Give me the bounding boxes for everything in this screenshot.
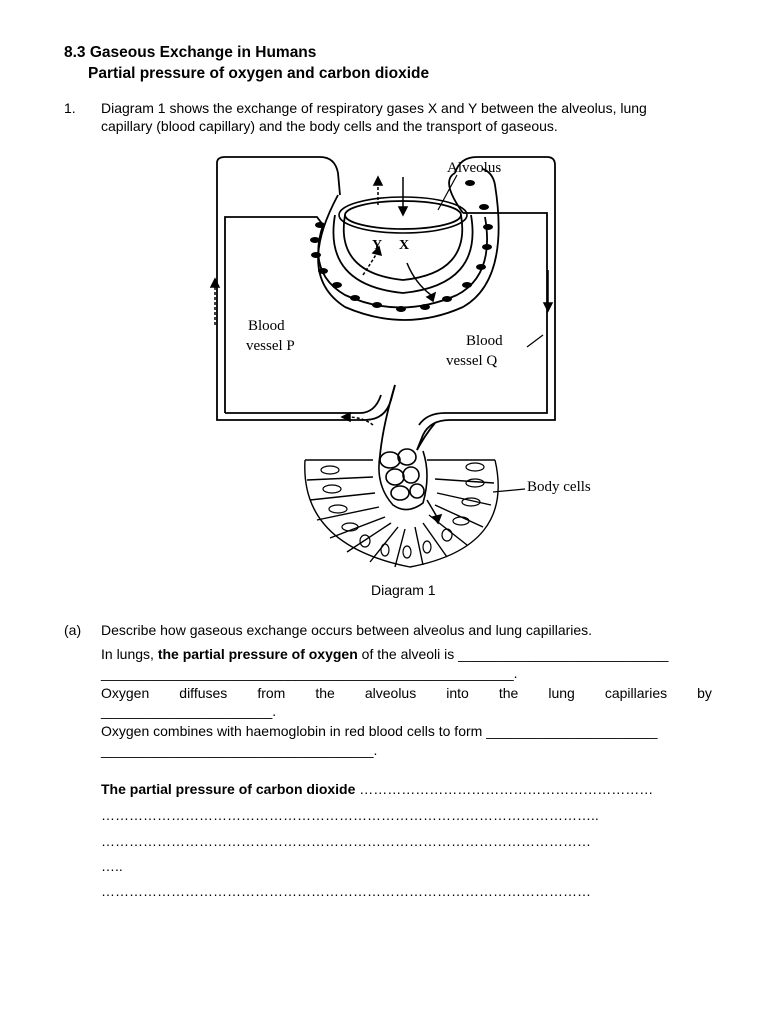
answer-line-co2	[101, 781, 653, 797]
co2-dots: ………………………………………………………	[355, 781, 654, 797]
label-blood-vessel-q-2: vessel Q	[446, 353, 498, 369]
line3-word: diffuses	[179, 685, 228, 701]
question-text-line2: capillary (blood capillary) and the body cells and the transport of gaseous.	[101, 118, 558, 134]
section-heading: 8.3 Gaseous Exchange in Humans	[64, 44, 317, 61]
answer-line-5: Oxygen combines with haemoglobin in red blood cells to form ______________________	[101, 723, 658, 739]
answer-line-2: _____________________________________________________.	[101, 665, 518, 681]
dotted-line-4: ……………………………………………………………………………………………	[101, 883, 591, 899]
line1-bold: the partial pressure of oxygen	[157, 646, 358, 662]
line3-word: by	[697, 685, 712, 701]
label-blood-vessel-p-1: Blood	[248, 318, 285, 334]
label-body-cells: Body cells	[527, 479, 591, 495]
label-x: X	[399, 238, 410, 253]
question-text-line1: Diagram 1 shows the exchange of respiratory gases X and Y between the alveolus, lung	[101, 100, 647, 116]
question-number: 1.	[64, 100, 76, 116]
part-a-label: (a)	[64, 622, 82, 638]
label-blood-vessel-p-2: vessel P	[246, 338, 295, 354]
line3-word: Oxygen	[101, 685, 150, 701]
line1-prefix: In lungs,	[101, 646, 158, 662]
line3-word: capillaries	[604, 685, 668, 701]
line3-word: from	[257, 685, 286, 701]
gas-exchange-diagram	[195, 155, 615, 575]
diagram-caption: Diagram 1	[371, 582, 436, 598]
co2-bold: The partial pressure of carbon dioxide	[101, 781, 356, 797]
answer-line-1	[101, 646, 668, 662]
line3-word: alveolus	[364, 685, 417, 701]
dotted-line-1: ……………………………………………………………………………………………..	[101, 807, 599, 823]
answer-line-6: ___________________________________.	[101, 742, 378, 758]
label-y: Y	[372, 238, 383, 253]
label-alveolus: Alveolus	[447, 160, 502, 176]
dotted-line-3: …..	[101, 858, 123, 874]
answer-line-4: ______________________.	[101, 703, 277, 719]
dotted-line-2: ……………………………………………………………………………………………	[101, 833, 591, 849]
line1-suffix: of the alveoli is ___________________________	[357, 646, 669, 662]
section-subheading: Partial pressure of oxygen and carbon dioxide	[88, 65, 430, 82]
answer-line-3	[101, 685, 712, 701]
part-a-question: Describe how gaseous exchange occurs between alveolus and lung capillaries.	[101, 622, 593, 638]
line3-word: the	[315, 685, 335, 701]
label-blood-vessel-q-1: Blood	[466, 333, 503, 349]
line3-word: lung	[548, 685, 575, 701]
line3-word: into	[446, 685, 469, 701]
line3-word: the	[498, 685, 519, 701]
